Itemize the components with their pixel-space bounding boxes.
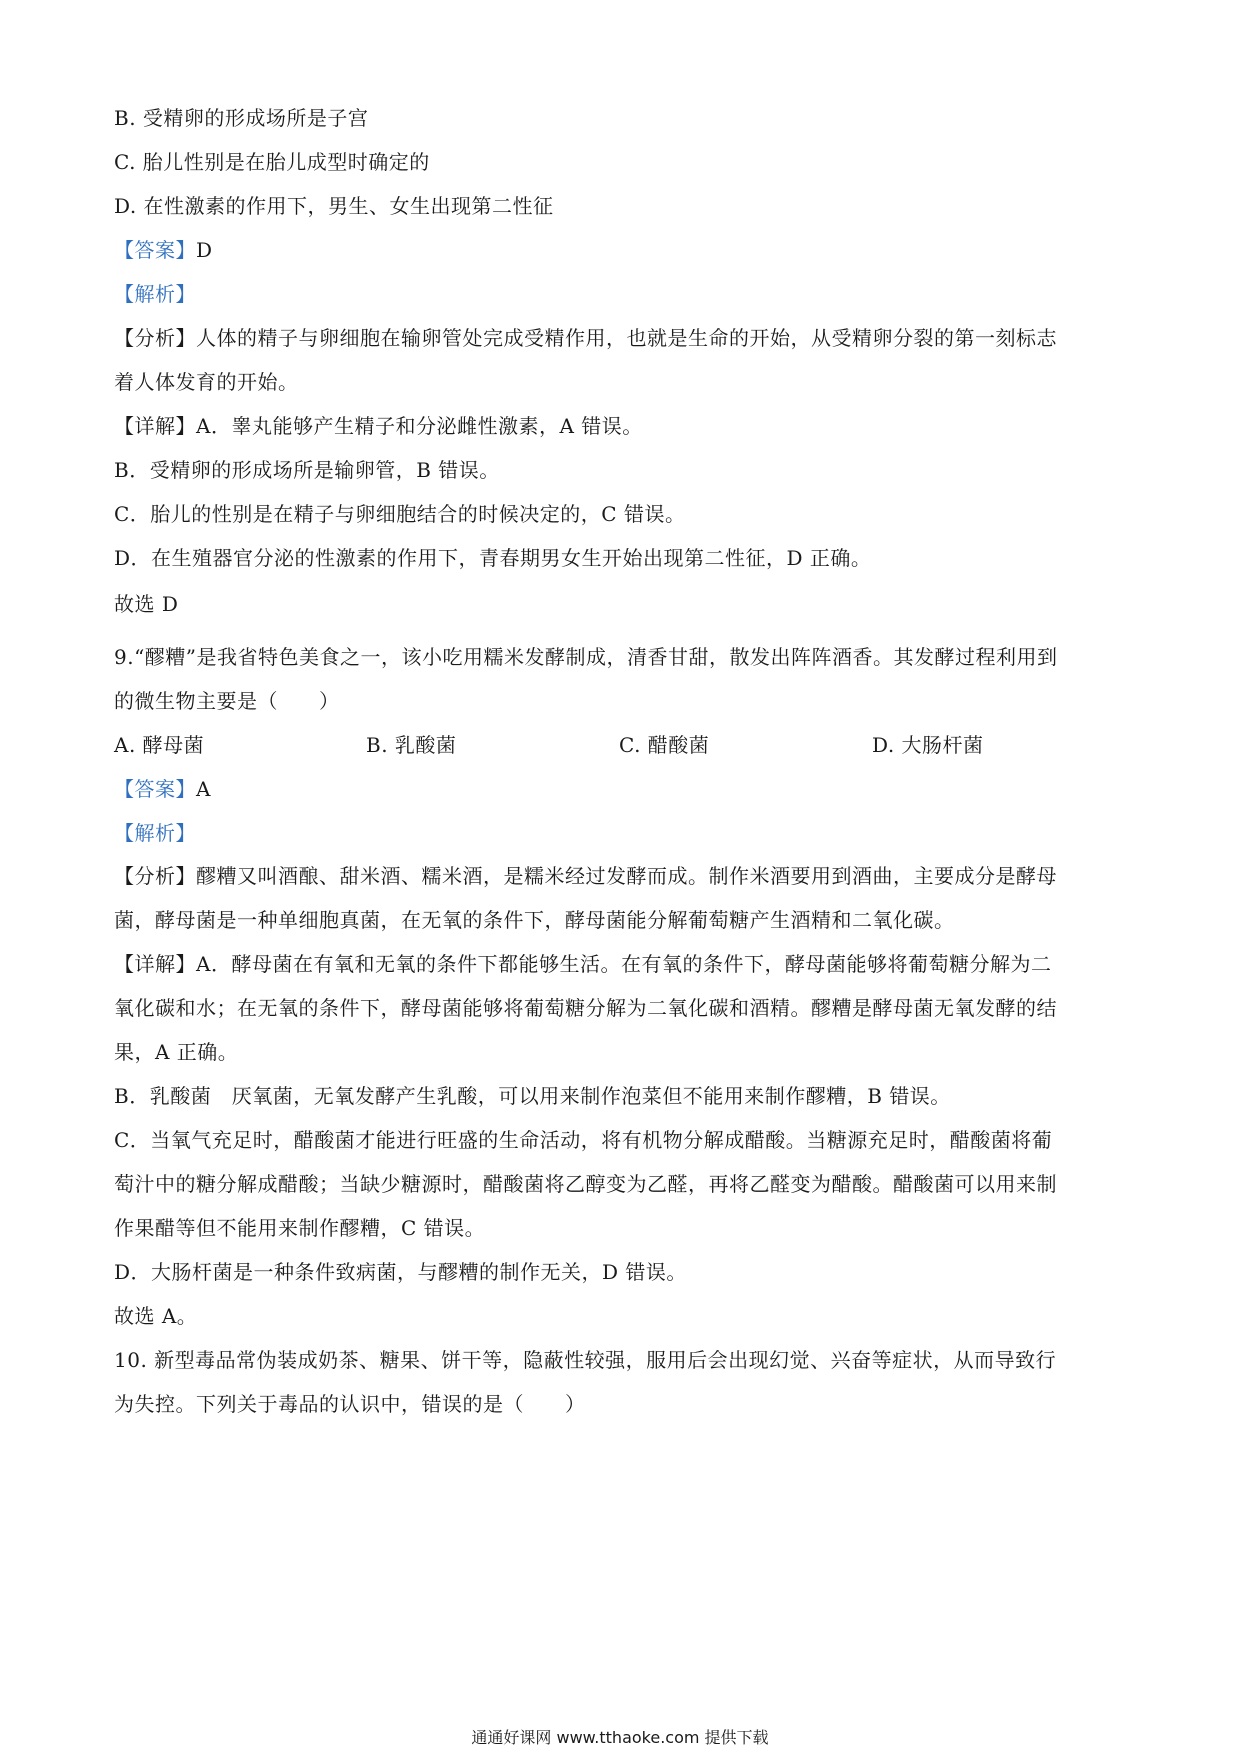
option-b-text: B. 受精卵的形成场所是子宫 [114, 106, 369, 130]
answer-value: A [196, 777, 211, 801]
question-10-stem: 为失控。下列关于毒品的认识中，错误的是（ ） [114, 1392, 586, 1416]
analysis-tag: 【解析】 [114, 282, 196, 306]
choice-line: 故选 D [114, 592, 179, 616]
question-10-stem: 10. 新型毒品常伪装成奶茶、糖果、饼干等，隐蔽性较强，服用后会出现幻觉、兴奋等症状，从而导致行 [114, 1348, 1057, 1372]
answer-line [114, 235, 213, 265]
analysis-paragraph-line: 【分析】醪糟又叫酒酿、甜米酒、糯米酒，是糯米经过发酵而成。制作米酒要用到酒曲，主要成分是酵母 [114, 864, 1057, 888]
detail-line: 作果醋等但不能用来制作醪糟，C 错误。 [114, 1216, 486, 1240]
question-9-option-a: A. 酵母菌 [114, 733, 205, 757]
detail-line: 【详解】A．睾丸能够产生精子和分泌雌性激素，A 错误。 [114, 414, 643, 438]
option-c-text: C. 胎儿性别是在胎儿成型时确定的 [114, 150, 430, 174]
detail-line: 氧化碳和水；在无氧的条件下，酵母菌能够将葡萄糖分解为二氧化碳和酒精。醪糟是酵母菌无氧发酵的结 [114, 996, 1057, 1020]
answer-value: D [196, 238, 213, 262]
option-d-text: D. 在性激素的作用下，男生、女生出现第二性征 [114, 194, 554, 218]
detail-line: B．乳酸菌 厌氧菌，无氧发酵产生乳酸，可以用来制作泡菜但不能用来制作醪糟，B 错误。 [114, 1084, 951, 1108]
detail-line: B．受精卵的形成场所是输卵管，B 错误。 [114, 458, 500, 482]
analysis-paragraph-line: 【分析】人体的精子与卵细胞在输卵管处完成受精作用，也就是生命的开始，从受精卵分裂的第一刻标志 [114, 326, 1057, 350]
page-footer: 通通好课网 www.tthaoke.com 提供下载 [471, 1728, 769, 1747]
question-9-stem: 9.“醪糟”是我省特色美食之一，该小吃用糯米发酵制成，清香甘甜，散发出阵阵酒香。其发酵过程利用到 [114, 645, 1058, 669]
detail-line: 【详解】A．酵母菌在有氧和无氧的条件下都能够生活。在有氧的条件下，酵母菌能够将葡萄糖分解为二 [114, 952, 1052, 976]
detail-line: D．大肠杆菌是一种条件致病菌，与醪糟的制作无关，D 错误。 [114, 1260, 687, 1284]
question-9-option-c: C. 醋酸菌 [619, 733, 710, 757]
analysis-paragraph-line: 着人体发育的开始。 [114, 370, 299, 394]
answer-line [114, 774, 211, 804]
analysis-paragraph-line: 菌，酵母菌是一种单细胞真菌，在无氧的条件下，酵母菌能分解葡萄糖产生酒精和二氧化碳。 [114, 908, 955, 932]
detail-line: 果，A 正确。 [114, 1040, 239, 1064]
choice-line: 故选 A。 [114, 1304, 198, 1328]
detail-line: C．当氧气充足时，醋酸菌才能进行旺盛的生命活动，将有机物分解成醋酸。当糖源充足时，醋酸菌将葡 [114, 1128, 1053, 1152]
answer-tag: 【答案】 [114, 238, 196, 262]
question-9-stem: 的微生物主要是（ ） [114, 689, 340, 713]
question-9-option-d: D. 大肠杆菌 [872, 733, 984, 757]
analysis-tag: 【解析】 [114, 821, 196, 845]
answer-tag: 【答案】 [114, 777, 196, 801]
detail-line: C．胎儿的性别是在精子与卵细胞结合的时候决定的，C 错误。 [114, 502, 686, 526]
question-9-option-b: B. 乳酸菌 [366, 733, 457, 757]
detail-line: 萄汁中的糖分解成醋酸；当缺少糖源时，醋酸菌将乙醇变为乙醛，再将乙醛变为醋酸。醋酸菌可以用来制 [114, 1172, 1057, 1196]
detail-line: D．在生殖器官分泌的性激素的作用下，青春期男女生开始出现第二性征，D 正确。 [114, 546, 872, 570]
